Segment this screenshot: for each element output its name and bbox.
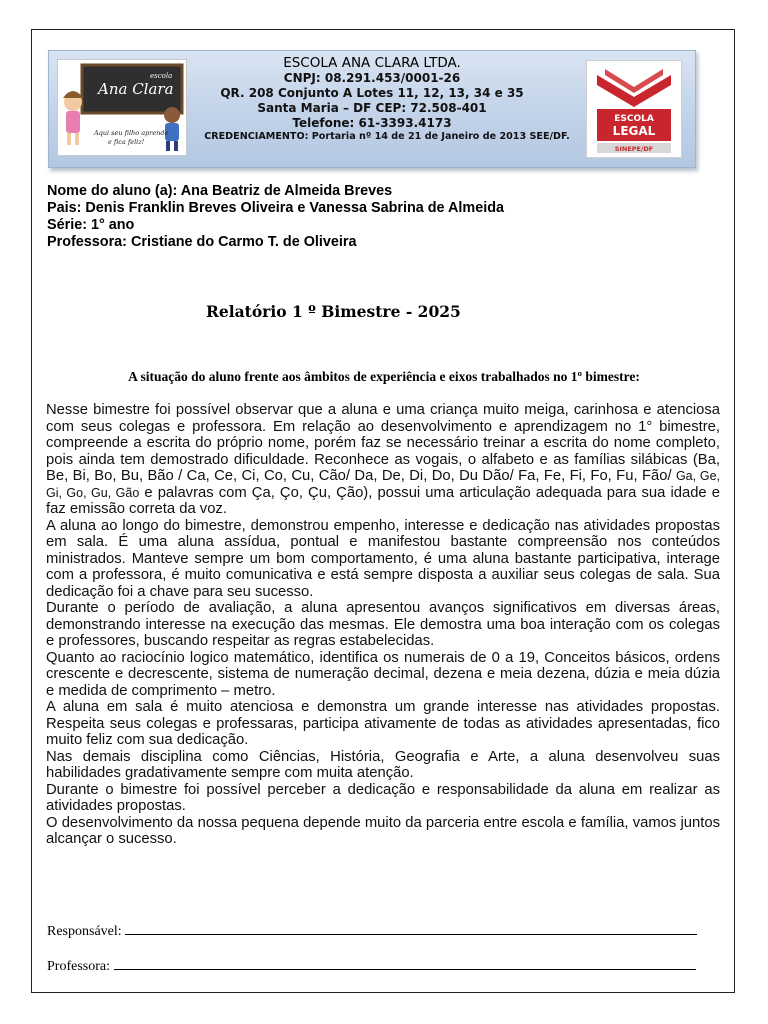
report-paragraph (46, 402, 720, 518)
responsible-signature-line[interactable] (125, 922, 697, 935)
school-address: QR. 208 Conjunto A Lotes 11, 12, 13, 34 e 35 (220, 86, 524, 100)
school-cnpj: CNPJ: 08.291.453/0001-26 (283, 71, 461, 85)
student-info (47, 183, 504, 251)
school-city: Santa Maria – DF CEP: 72.508-401 (257, 101, 487, 115)
logo-right-line1: ESCOLA (614, 114, 654, 124)
responsible-label: Responsável: (47, 924, 122, 939)
report-body (46, 402, 720, 848)
report-paragraph: Durante o bimestre foi possível perceber a dedicação e responsabilidade da aluna em realizar as atividades propostas. (46, 781, 720, 814)
logo-tagline-2: e fica feliz! (108, 138, 145, 146)
teacher-signature-line[interactable] (114, 957, 696, 970)
report-paragraph: Nas demais disciplina como Ciências, História, Geografia e Arte, a aluna desenvolveu suas habilidades gradativamente sempre com muita atenção. (46, 748, 720, 781)
logo-tagline-1: Aqui seu filho aprende (94, 129, 169, 137)
report-subtitle: A situação do aluno frente aos âmbitos de experiência e eixos trabalhados no 1º bimestre: (128, 369, 640, 384)
school-header (48, 50, 696, 168)
escola-legal-logo (586, 60, 682, 158)
report-paragraph: Durante o período de avaliação, a aluna apresentou avanços significativos em diversas áreas, demonstrando interesse na execução das mesmas. Ele demostra uma boa interação com os colegas e professores, buscando respeitar as regras estabelecidas. (46, 600, 720, 649)
paragraph-text: e palavras com Ça, Ço, Çu, Ção), possui uma articulação adequada para sua idade e faz emissão correta da voz. (46, 484, 720, 517)
logo-right-line2: LEGAL (612, 124, 656, 138)
report-paragraph: Quanto ao raciocínio logico matemático, identifica os numerais de 0 a 19, Conceitos básicos, ordens crescente e decrescente, sistema de numeração decimal, dezena e meia dezena, dúzia e meia dúzia e medida de comprimento – metro. (46, 649, 720, 699)
student-grade: Série: 1° ano (47, 217, 135, 233)
student-parents: Pais: Denis Franklin Breves Oliveira e Vanessa Sabrina de Almeida (47, 200, 504, 216)
report-paragraph: O desenvolvimento da nossa pequena depende muito da parceria entre escola e família, vamos juntos alcançar o sucesso. (46, 814, 720, 847)
student-teacher: Professora: Cristiane do Carmo T. de Oliveira (47, 234, 357, 250)
paragraph-text: Nesse bimestre foi possível observar que a aluna e uma criança muito meiga, carinhosa e atenciosa com seus colegas e professora. Em relação ao desenvolvimento e aprendizagem no 1° bimestre, compreende a escrita do próprio nome, porém faz se necessário treinar a escrita do nome completo, pois ainda tem demostrado dificuldade. Reconhece as vogais, o alfabeto e as famílias silábicas (Ba, Be, Bi, Bo, Bu, Bão / Ca, Ce, Ci, Co, Cu, Cão/ Da, De, Di, Do, Du Dão/ Fa, Fe, Fi, Fo, Fu, Fão/ (46, 402, 720, 484)
teacher-label: Professora: (47, 959, 110, 974)
paragraph-small-text: Ga, Ge, Gi, Go, Gu, Gão (46, 469, 720, 500)
school-accreditation: CREDENCIAMENTO: Portaria nº 14 de 21 de Janeiro de 2013 SEE/DF. (204, 131, 570, 142)
school-phone: Telefone: 61-3393.4173 (292, 116, 452, 130)
student-name: Nome do aluno (a): Ana Beatriz de Almeida Breves (47, 183, 393, 199)
school-name: ESCOLA ANA CLARA LTDA. (283, 55, 461, 71)
logo-right-footer: SINEPE/DF (614, 145, 654, 153)
responsible-signature (47, 922, 697, 940)
logo-name-text: Ana Clara (98, 80, 174, 98)
report-title: Relatório 1 º Bimestre - 2025 (206, 302, 461, 321)
report-paragraph: A aluna ao longo do bimestre, demonstrou empenho, interesse e dedicação nas atividades propostas em sala. É uma aluna assídua, pontual e manifestou bastante compreensão nos conteúdos ministrados. Manteve sempre um bom comportamento, é uma aluna bastante participativa, interage com a professora, é muito comunicativa e está sempre disposta a auxiliar seus colegas de sala. Sua dedicação foi a chave para seu sucesso. (46, 517, 720, 600)
teacher-signature (47, 957, 696, 975)
report-paragraph: A aluna em sala é muito atenciosa e demonstra um grande interesse nas atividades propostas. Respeita seus colegas e professaras, participa ativamente de todas as atividades apresentadas, fico muito feliz com sua dedicação. (46, 699, 720, 748)
logo-small-text: escola (150, 72, 173, 80)
